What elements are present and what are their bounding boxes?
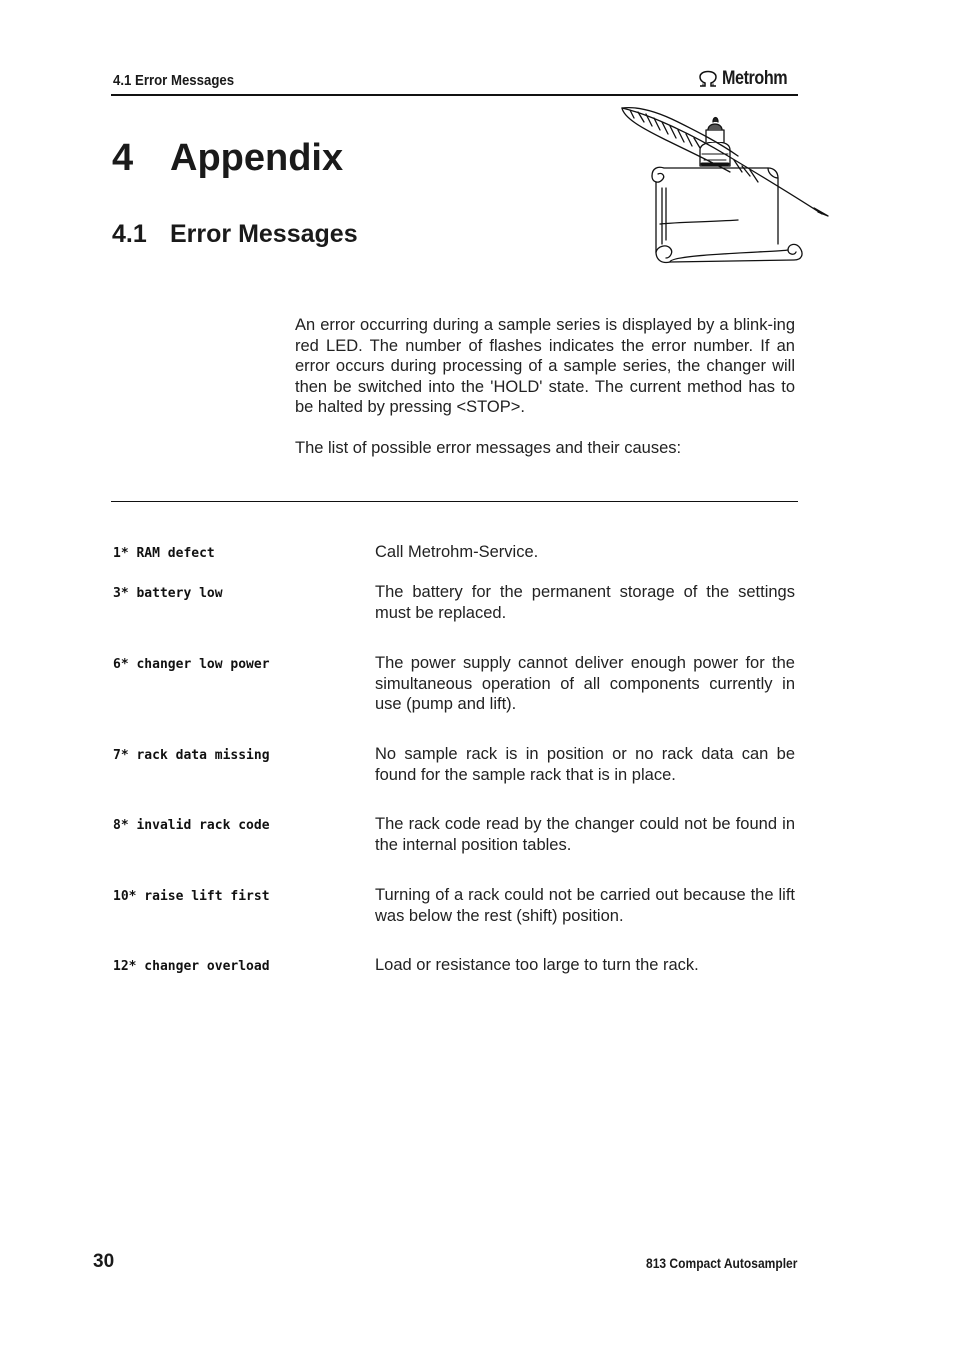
error-description: No sample rack is in position or no rack data can be found for the sample rack that is in place. (375, 745, 795, 784)
error-description: The power supply cannot deliver enough power for the simultaneous operation of all components currently in use (pump and lift). (375, 654, 795, 714)
page-number: 30 (93, 1251, 115, 1272)
header-rule (111, 94, 798, 96)
error-description: The battery for the permanent storage of the settings must be replaced. (375, 583, 795, 622)
error-code: 7* rack data missing (113, 748, 270, 763)
footer-document-title: 813 Compact Autosampler (646, 1255, 798, 1271)
intro-paragraph: An error occurring during a sample series is displayed by a blink-ing red LED. The number of flashes indicates the error number. If an error occurs during processing of a sample series, the changer will then be switched into the 'HOLD' state. The current method has to be halted by pressing <STOP>. (295, 316, 795, 417)
section-title-text: Error Messages (170, 220, 358, 248)
error-description: Load or resistance too large to turn the rack. (375, 956, 699, 974)
error-code: 3* battery low (113, 586, 223, 601)
error-code: 6* changer low power (113, 657, 270, 672)
running-header-title: 4.1 Error Messages (113, 72, 235, 89)
brand-name: Metrohm (722, 68, 788, 89)
error-description: The rack code read by the changer could not be found in the internal position tables. (375, 815, 795, 854)
omega-logo-icon (697, 70, 719, 88)
quill-inkwell-scroll-icon (618, 104, 832, 266)
chapter-number: 4 (112, 137, 134, 179)
error-description: Call Metrohm-Service. (375, 543, 539, 561)
section-number: 4.1 (112, 220, 147, 248)
error-code: 12* changer overload (113, 959, 270, 974)
error-code: 1* RAM defect (113, 546, 215, 561)
error-description: Turning of a rack could not be carried out because the lift was below the rest (shift) position. (375, 886, 795, 925)
section-title (112, 217, 358, 251)
section-divider (111, 501, 798, 502)
error-code: 8* invalid rack code (113, 818, 270, 833)
metrohm-logo (697, 68, 799, 90)
chapter-title (112, 135, 343, 181)
chapter-title-text: Appendix (170, 137, 344, 179)
error-code: 10* raise lift first (113, 889, 270, 904)
error-list-lead: The list of possible error messages and their causes: (295, 439, 682, 457)
